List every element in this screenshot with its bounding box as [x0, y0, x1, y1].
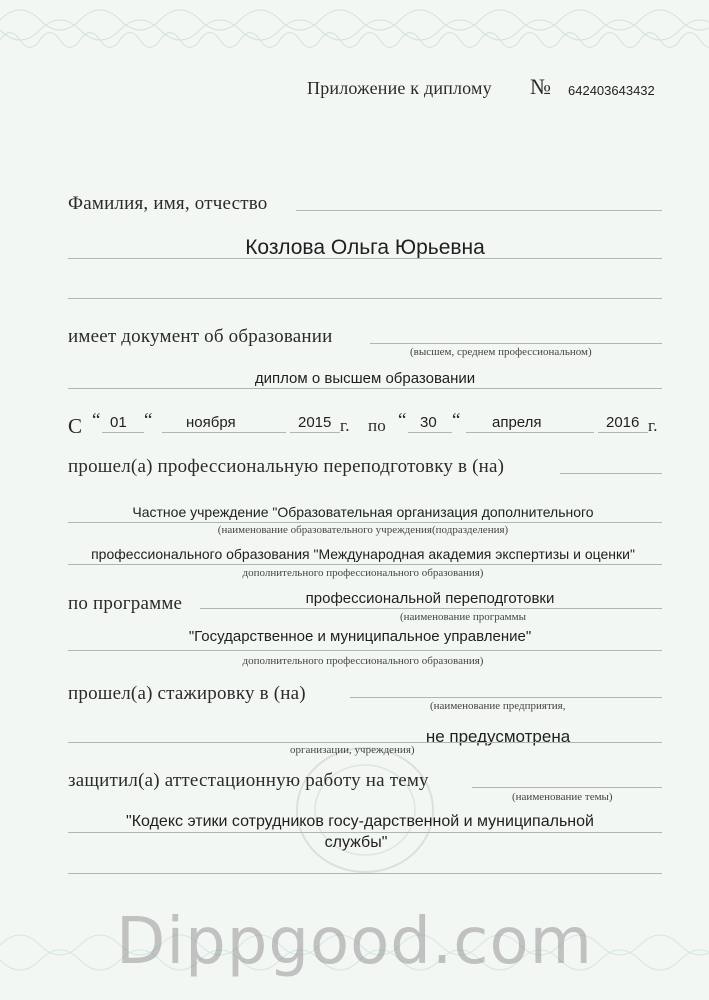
education-underline	[370, 343, 662, 344]
from-year: 2015	[298, 414, 332, 431]
from-month-underline	[162, 432, 286, 433]
internship-value-underline	[68, 742, 662, 743]
fio-underline	[296, 210, 662, 211]
education-hint: (высшем, среднем профессиональном)	[410, 346, 592, 358]
period-to-label: по	[368, 416, 386, 435]
watermark-text: Dippgood.com	[116, 905, 593, 979]
open-quote-1: “	[92, 410, 101, 431]
education-value-underline	[68, 388, 662, 389]
from-year-suffix: г.	[340, 416, 350, 435]
fio-value: Козлова Ольга Юрьевна	[245, 236, 485, 259]
program-hint2: дополнительного профессионального образования)	[242, 655, 484, 667]
fio-value-underline	[68, 258, 662, 259]
program-type: профессиональной переподготовки	[305, 590, 555, 607]
to-month: апреля	[492, 414, 542, 431]
program-label: по программе	[68, 593, 183, 614]
retraining-org-underline1	[68, 522, 662, 523]
thesis-line2: службы"	[324, 834, 388, 851]
to-year-underline	[598, 432, 648, 433]
to-month-underline	[466, 432, 594, 433]
program-name-underline	[68, 650, 662, 651]
number-sign: №	[530, 74, 552, 99]
thesis-underline1	[68, 832, 662, 833]
from-month: ноября	[186, 414, 236, 431]
internship-underline	[350, 697, 662, 698]
close-quote-1: “	[144, 410, 153, 431]
education-value: диплом о высшем образовании	[254, 370, 476, 387]
from-day-underline	[102, 432, 144, 433]
faint-seal-stamp	[290, 740, 440, 880]
to-year-suffix: г.	[648, 416, 658, 435]
retraining-org-line2: профессионального образования "Международная академия экспертизы и оценки"	[91, 546, 635, 562]
appendix-title: Приложение к диплому	[307, 78, 492, 98]
retraining-underline	[560, 473, 662, 474]
diploma-number: 642403643432	[568, 83, 655, 98]
internship-hint1: (наименование предприятия,	[430, 700, 566, 712]
education-label: имеет документ об образовании	[68, 326, 333, 347]
retraining-org-underline2	[68, 564, 662, 565]
to-day: 30	[420, 414, 437, 431]
thesis-underline2	[68, 873, 662, 874]
retraining-hint1: (наименование образовательного учреждения(подразделения)	[217, 524, 509, 536]
guilloche-top-border	[0, 0, 709, 60]
close-quote-2: “	[452, 410, 461, 431]
thesis-hint: (наименование темы)	[512, 791, 613, 803]
fio-label: Фамилия, имя, отчество	[68, 193, 268, 214]
retraining-org-line1: Частное учреждение "Образовательная организация дополнительного	[132, 504, 594, 520]
retraining-hint2: дополнительного профессионального образования)	[242, 567, 484, 579]
thesis-underline	[472, 787, 662, 788]
program-underline	[200, 608, 662, 609]
program-hint1: (наименование программы	[400, 611, 526, 623]
program-name: "Государственное и муниципальное управление"	[188, 628, 532, 645]
open-quote-2: “	[398, 410, 407, 431]
retraining-label: прошел(а) профессиональную переподготовку в (на)	[68, 456, 505, 477]
internship-value: не предусмотрена	[425, 727, 571, 746]
fio-extra-underline	[68, 298, 662, 299]
to-day-underline	[408, 432, 452, 433]
period-from-label: С	[68, 414, 83, 438]
from-year-underline	[290, 432, 340, 433]
thesis-label: защитил(а) аттестационную работу на тему	[68, 770, 429, 791]
to-year: 2016	[606, 414, 640, 431]
thesis-line1: "Кодекс этики сотрудников госу-дарственной и муниципальной	[126, 813, 594, 830]
internship-hint2: организации, учреждения)	[290, 744, 415, 756]
from-day: 01	[110, 414, 127, 431]
internship-label: прошел(а) стажировку в (на)	[68, 683, 306, 704]
